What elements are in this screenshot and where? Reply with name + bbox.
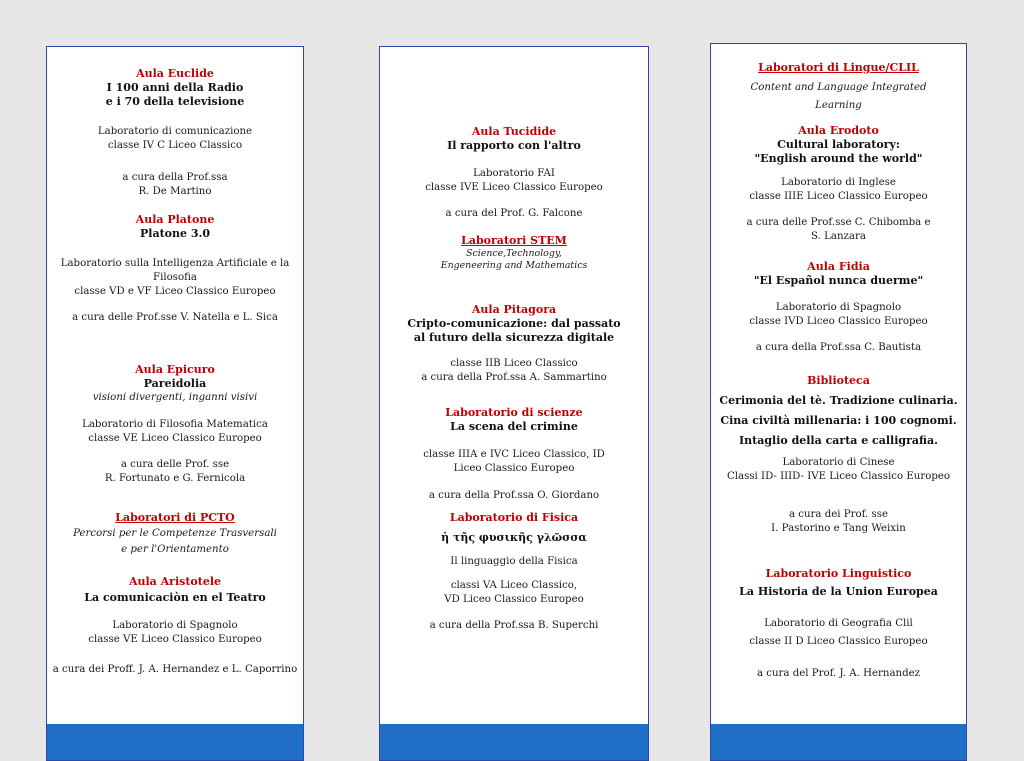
aula-epicuro-lab: Laboratorio di Filosofia Matematica [82,419,268,430]
lab-scienze-class-1: classe IIIA e IVC Liceo Classico, ID [423,449,605,460]
lab-scienze-subtitle: La scena del crimine [450,420,578,433]
aula-pitagora-subtitle-1: Cripto-comunicazione: dal passato [407,317,621,330]
lab-fisica-title: Laboratorio di Fisica [449,511,579,524]
lab-linguistico-block [715,567,962,681]
aula-platone-curator: a cura delle Prof.sse V. Natella e L. Sica [72,312,278,323]
aula-platone-block [51,213,299,325]
biblioteca-curator-1: a cura dei Prof. sse [788,509,889,520]
aula-erodoto-subtitle-1: Cultural laboratory: [777,138,900,151]
aula-epicuro-curator-2: R. Fortunato e G. Fernicola [104,473,246,484]
clil-italic-1: Content and Language Integrated [750,82,927,93]
aula-erodoto-lab: Laboratorio di Inglese [781,177,896,188]
pcto-italic-1: Percorsi per le Competenze Trasversali [73,528,277,539]
lab-fisica-subtitle: Il linguaggio della Fisica [450,556,578,567]
pcto-block [51,511,299,557]
aula-platone-lab-2: Filosofia [153,272,197,283]
lab-scienze-class-2: Liceo Classico Europeo [453,463,575,474]
aula-tucidide-subtitle: Il rapporto con l'altro [447,139,581,152]
aula-erodoto-block [715,124,962,244]
aula-pitagora-block [384,303,644,385]
program-column-3 [710,43,967,761]
aula-tucidide-lab: Laboratorio FAI [473,168,555,179]
aula-epicuro-italic: visioni divergenti, inganni visivi [92,392,258,403]
lab-linguistico-title: Laboratorio Linguistico [765,567,912,580]
aula-tucidide-title: Aula Tucidide [471,125,557,138]
biblioteca-curator-2: I. Pastorino e Tang Weixin [771,523,906,534]
aula-fidia-title: Aula Fidia [807,260,870,273]
lab-scienze-curator: a cura della Prof.ssa O. Giordano [428,490,600,501]
aula-fidia-class: classe IVD Liceo Classico Europeo [749,316,928,327]
stem-italic-1: Science,Technology, [466,248,562,259]
lab-linguistico-lab: Laboratorio di Geografia Clil [764,618,913,629]
aula-aristotele-curator: a cura dei Proff. J. A. Hernandez e L. Caporrino [52,664,298,675]
pcto-title: Laboratori di PCTO [115,511,235,524]
biblioteca-block [715,374,962,536]
biblioteca-lab: Laboratorio di Cinese [782,457,895,468]
aula-aristotele-block [51,575,299,677]
aula-aristotele-lab: Laboratorio di Spagnolo [112,620,238,631]
aula-erodoto-curator-1: a cura delle Prof.sse C. Chibomba e [746,217,931,228]
biblioteca-title: Biblioteca [807,374,870,387]
lab-linguistico-curator: a cura del Prof. J. A. Hernandez [756,668,921,679]
aula-erodoto-curator-2: S. Lanzara [811,231,866,242]
stem-block [384,234,644,272]
aula-epicuro-subtitle: Pareidolia [143,377,207,390]
aula-tucidide-curator: a cura del Prof. G. Falcone [445,208,583,219]
aula-platone-subtitle: Platone 3.0 [140,227,210,240]
aula-fidia-lab: Laboratorio di Spagnolo [775,302,902,313]
lab-linguistico-subtitle: La Historia de la Union Europea [739,585,938,598]
aula-euclide-block [51,67,299,199]
column-3-footer-bar [711,724,966,760]
aula-epicuro-curator-1: a cura delle Prof. sse [120,459,230,470]
lab-scienze-title: Laboratorio di scienze [445,406,583,419]
lab-scienze-block [384,406,644,503]
aula-euclide-subtitle-1: I 100 anni della Radio [106,81,244,94]
biblioteca-class: Classi ID- IIID- IVE Liceo Classico Europeo [726,471,951,482]
aula-euclide-subtitle-2: e i 70 della televisione [105,95,245,108]
lab-fisica-class-1: classi VA Liceo Classico, [450,580,578,591]
program-column-1 [46,46,304,761]
lab-fisica-block [384,511,644,633]
aula-epicuro-block [51,363,299,486]
pcto-italic-2: e per l'Orientamento [121,544,229,555]
column-2-footer-bar [380,724,648,760]
aula-epicuro-title: Aula Epicuro [135,363,215,376]
clil-title: Laboratori di Lingue/CLIL [758,61,919,74]
lab-fisica-curator: a cura della Prof.ssa B. Superchi [429,620,599,631]
aula-pitagora-subtitle-2: al futuro della sicurezza digitale [413,331,615,344]
aula-platone-class: classe VD e VF Liceo Classico Europeo [74,286,276,297]
aula-euclide-curator-2: R. De Martino [138,186,212,197]
aula-platone-lab-1: Laboratorio sulla Intelligenza Artificiale e la [60,258,290,269]
stem-title: Laboratori STEM [461,234,567,247]
aula-euclide-title: Aula Euclide [136,67,214,80]
lab-linguistico-class: classe II D Liceo Classico Europeo [749,636,928,647]
aula-erodoto-title: Aula Erodoto [798,124,879,137]
aula-aristotele-class: classe VE Liceo Classico Europeo [88,634,262,645]
aula-tucidide-class: classe IVE Liceo Classico Europeo [425,182,603,193]
program-column-2 [379,46,649,761]
aula-pitagora-curator: a cura della Prof.ssa A. Sammartino [421,372,607,383]
aula-aristotele-title: Aula Aristotele [128,575,222,588]
lab-fisica-greek: ἡ τῆς φυσικῆς γλῶσσα [441,531,587,544]
aula-euclide-lab: Laboratorio di comunicazione [97,126,253,137]
aula-erodoto-class: classe IIIE Liceo Classico Europeo [749,191,928,202]
biblioteca-line-3: Intaglio della carta e calligrafia. [739,434,938,447]
aula-pitagora-class: classe IIB Liceo Classico [450,358,578,369]
stem-italic-2: Engeneering and Mathematics [440,260,588,271]
clil-block [715,61,962,113]
biblioteca-line-2: Cina civiltà millenaria: i 100 cognomi. [720,414,957,427]
aula-fidia-subtitle: "El Español nunca duerme" [753,274,924,287]
aula-euclide-class: classe IV C Liceo Classico [107,140,243,151]
aula-pitagora-title: Aula Pitagora [471,303,557,316]
biblioteca-line-1: Cerimonia del tè. Tradizione culinaria. [719,394,958,407]
aula-epicuro-class: classe VE Liceo Classico Europeo [88,433,262,444]
lab-fisica-class-2: VD Liceo Classico Europeo [444,594,584,605]
clil-italic-2: Learning [815,100,862,111]
aula-erodoto-subtitle-2: "English around the world" [754,152,923,165]
aula-tucidide-block [384,125,644,221]
aula-fidia-block [715,260,962,355]
column-1-footer-bar [47,724,303,760]
aula-euclide-curator-1: a cura della Prof.ssa [122,172,228,183]
aula-aristotele-subtitle: La comunicaciòn en el Teatro [84,591,266,604]
aula-fidia-curator: a cura della Prof.ssa C. Bautista [755,342,922,353]
aula-platone-title: Aula Platone [135,213,215,226]
